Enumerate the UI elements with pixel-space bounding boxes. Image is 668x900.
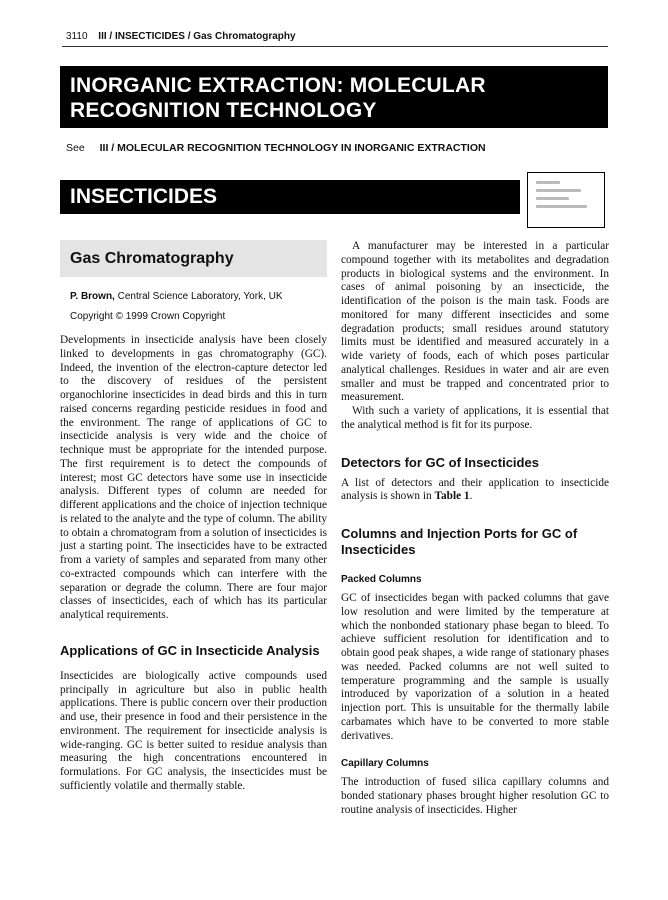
copyright: Copyright © 1999 Crown Copyright	[70, 311, 226, 322]
capillary-columns-heading: Capillary Columns	[341, 758, 429, 770]
left-column	[60, 240, 327, 794]
applications-paragraph-1: Insecticides are biologically active compounds used principally in agriculture but also in public health applications. There is public concern over their production and use, their presence in food and their persistence in the environment. The requirement for insecticide analysis is wide-ranging. GC is better suited to residue analysis than measuring the high concentrations encountered in formulations. For GC analysis, the insecticides must be sufficiently volatile and thermally stable.	[60, 669, 327, 792]
detectors-text: A list of detectors and their application to insecticide analysis is shown in	[341, 476, 609, 503]
author-name: P. Brown,	[70, 291, 115, 302]
packed-columns-paragraph: GC of insecticides began with packed columns that gave low resolution and were limited by the temperature at which the nonbonded stationary phase began to bleed. To achieve sufficient resolution for identification and to obtain good peak shapes, a wide range of stationary phases was needed. Packed columns are not well suited to temperature programming and the sample is usually introduced by vaporization of a solution in a heated injection port. This is unsuitable for the thermally labile carbamates which have to be converted to more stable derivatives.	[341, 592, 609, 742]
capillary-columns-paragraph: The introduction of fused silica capillary columns and bonded stationary phases brought higher resolution GC to routine analysis of insecticides. Higher	[341, 776, 609, 816]
detectors-text-end: .	[469, 490, 473, 503]
author-affiliation: Central Science Laboratory, York, UK	[117, 291, 283, 302]
columns-heading: Columns and Injection Ports for GC of Insecticides	[341, 526, 578, 557]
page-number: 3110	[66, 31, 88, 42]
see-reference	[66, 142, 486, 154]
see-label: See	[66, 142, 85, 154]
see-target-link[interactable]: III / MOLECULAR RECOGNITION TECHNOLOGY IN INORGANIC EXTRACTION	[99, 142, 486, 154]
banner-insecticides-title: INSECTICIDES	[70, 185, 218, 208]
banner-inorganic-extraction	[60, 66, 608, 128]
detectors-heading: Detectors for GC of Insecticides	[341, 454, 539, 470]
banner-line-2: RECOGNITION TECHNOLOGY	[70, 99, 377, 122]
intro-paragraph: Developments in insecticide analysis have been closely linked to developments in gas chromatography (GC). Indeed, the invention of the electron-capture detector led to the discovery of residues of the persistent organochlorine insecticides in dead birds and this in turn raised concerns regarding pesticide residues in food and the environment. The range of applications of GC to insecticide analysis is very wide and the choice of technique must be appropriate for the intended purpose. The first requirement is to detect the compounds of interest; most GC detectors have some use in insecticide analysis. Different types of column are needed for different applications and the choice of injection technique is related to the analyte and the type of column. The ability to obtain a chromatogram from a solution of insecticides is just a starting point. The insecticides have to be extracted from a variety of samples and separated from many other co-extracted compounds which can interfere with the separation or degrade the column. There are four major classes of insecticides, each of which has its particular analytical requirements.	[60, 334, 327, 621]
running-head	[66, 31, 296, 42]
article-title: Gas Chromatography	[70, 250, 234, 267]
detectors-paragraph	[341, 477, 609, 505]
applications-paragraph-2: A manufacturer may be interested in a particular compound together with its metabolites and degradation products in biological systems and the environment. In cases of animal poisoning by an insecticide, the identification of the poison is the main task. Foods are monitored for many different insecticides and some degradation products; small residues around statutory limits must be identified and measured accurately in a wide variety of foods, each of which poses particular analytical challenges. Residues in water and air are even smaller and must be trapped and concentrated prior to measurement.	[341, 240, 609, 404]
applications-paragraph-3: With such a variety of applications, it is essential that the analytical method is fit for its purpose.	[341, 405, 609, 431]
article-title-box	[60, 240, 327, 277]
applications-heading: Applications of GC in Insecticide Analysis	[60, 642, 320, 658]
author-line	[60, 290, 327, 304]
banner-insecticides	[60, 180, 520, 214]
table-1-link[interactable]: Table 1	[434, 490, 470, 503]
chromatogram-thumbnail-icon	[527, 172, 605, 228]
running-head-section: III / INSECTICIDES / Gas Chromatography	[98, 31, 296, 42]
right-column	[341, 240, 609, 818]
packed-columns-heading: Packed Columns	[341, 574, 422, 585]
running-head-rule	[62, 46, 608, 47]
banner-line-1: INORGANIC EXTRACTION: MOLECULAR	[70, 74, 486, 97]
